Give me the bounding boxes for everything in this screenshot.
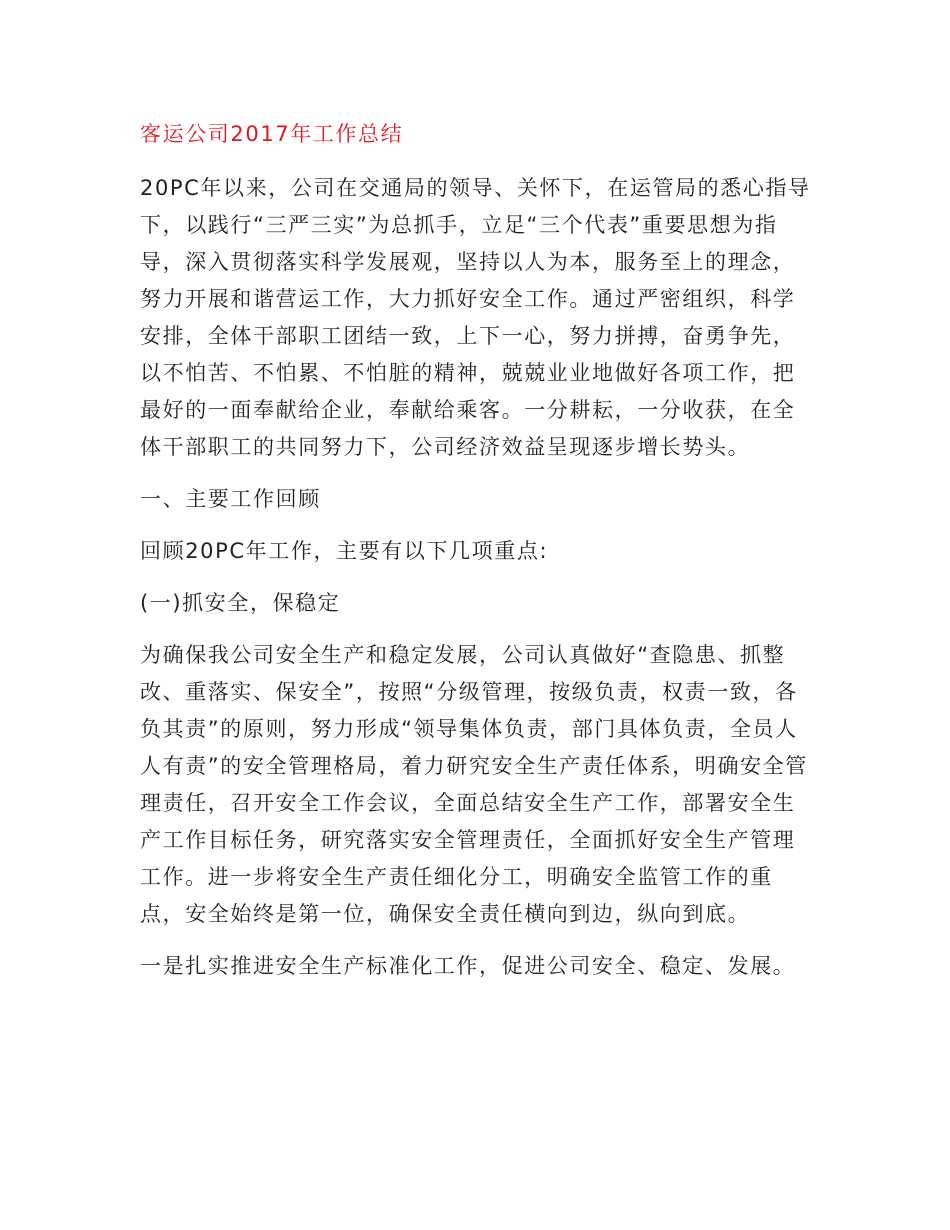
document-body — [140, 116, 812, 1000]
review-intro-paragraph: 回顾20PC年工作，主要有以下几项重点: — [140, 539, 549, 563]
safety-paragraph: 为确保我公司安全生产和稳定发展，公司认真做好“查隐患、抓整改、重落实、保安全”，按照“分级管理，按级负责，权责一致，各负其责”的原则，努力形成“领导集体负责，部门具体负责，全员人人有责”的安全管理格局，着力研究安全生产责任体系，明确安全管理责任，召开安全工作会议，全面总结安全生产工作，部署安全生产工作目标任务，研究落实安全管理责任，全面抓好安全生产管理工作。进一步将安全生产责任细化分工，明确安全监管工作的重点，安全始终是第一位，确保安全责任横向到边，纵向到底。 — [140, 643, 808, 926]
section-heading: 一、主要工作回顾 — [140, 487, 321, 511]
intro-paragraph: 20PC年以来，公司在交通局的领导、关怀下，在运管局的悉心指导下，以践行“三严三实”为总抓手，立足“三个代表”重要思想为指导，深入贯彻落实科学发展观，坚持以人为本，服务至上的理念，努力开展和谐营运工作，大力抓好安全工作。通过严密组织，科学安排，全体干部职工团结一致，上下一心，努力拼搏，奋勇争先，以不怕苦、不怕累、不怕脏的精神，兢兢业业地做好各项工作，把最好的一面奉献给企业，奉献给乘客。一分耕耘，一分收获，在全体干部职工的共同努力下，公司经济效益呈现逐步增长势头。 — [140, 176, 811, 459]
standardization-paragraph: 一是扎实推进安全生产标准化工作，促进公司安全、稳定、发展。 — [140, 954, 796, 978]
subsection-heading: (一)抓安全，保稳定 — [140, 591, 341, 615]
document-title: 客运公司2017年工作总结 — [140, 122, 404, 146]
